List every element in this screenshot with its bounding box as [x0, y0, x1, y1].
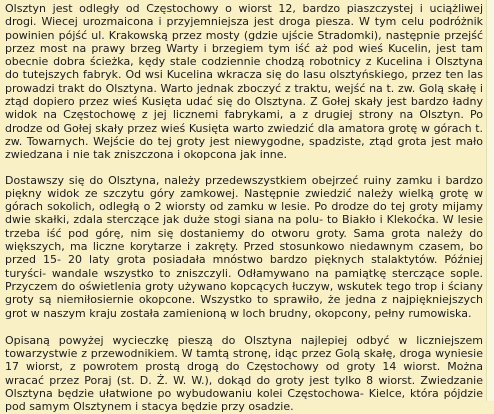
paragraph-trip-advice: Opisaną powyżej wycieczkę pieszą do Olsztyna najlepiej odbyć w liczniejszem towarzystwie z przewodnikiem. W tamtą stronę, idąc przez Golą skałę, droga wyniesie 17 wiorst, z powrotem prostą drogą do Częstochowy od groty 14 wiorst. Można wracać przez Poraj (st. D. Ż. W. W.), dokąd do groty jest tylko 8 wiorst. Zwiedzanie Olsztyna będzie ułatwione po wybudowaniu kolei Częstochowa- Kielce, która pójdzie pod samym Olsztynem i stacya będzie przy osadzie.	[5, 333, 483, 414]
paragraph-castle-and-cave: Dostawszy się do Olsztyna, należy przedewszystkiem obejrzeć ruiny zamku i bardzo piękny widok ze szczytu góry zamkowej. Następnie zwiedzić należy wielką grotę w górach sokolich, odległą o 2 wiorsty od zamku w lesie. Po drodze do tej groty mijamy dwie skałki, zdala sterczące jak duże stogi siana na polu- to Biakło i Klekoćka. W lesie trzeba iść pod górę, nim się dostaniemy do otworu groty. Sama grota należy do większych, ma liczne korytarze i zakręty. Przed stosunkowo niedawnym czasem, bo przed 15- 20 laty grota posiadała mnóstwo bardzo pięknych stalaktytów. Później turyści- wandale wszystko to zniszczyli. Odłamywano na pamiątkę sterczące sople. Przyczem do oświetlenia groty używano kopcących łuczyw, wskutek tego trop i ściany groty są niemiłosiernie okopcone. Wszystko to sprawiło, że jedna z najpiękniejszych grot w naszym kraju została zamienioną w loch brudny, okopcony, pełny rumowiska.	[5, 173, 483, 320]
scrollbar-track[interactable]	[486, 0, 494, 401]
article-text	[5, 2, 483, 414]
paragraph-route-to-olsztyn: Olsztyn jest odległy od Częstochowy o wiorst 12, bardzo piaszczystej i uciążliwej drogi. Wiecej urozmaicona i przyjemniejsza jest droga piesza. W tym celu podróżnik powinien pójść ul. Krakowską przez mosty (gdzie ujście Stradomki), następnie przejść przez most na prawy brzeg Warty i brzegiem tym iść aż pod wieś Kucelin, jest tam obecnie dobra ścieżka, kędy stale codziennie chodzą robotnicy z Kucelina i Olsztyna do tutejszych fabryk. Od wsi Kucelina wkracza się do lasu olsztyńskiego, przez ten las prowadzi trakt do Olsztyna. Warto jednak zboczyć z traktu, wejść na t. zw. Golą skałę i ztąd dopiero przez wieś Kusięta udać się do Olsztyna. Z Gołej skały jest bardzo ładny widok na Częstochowę z jej licznemi fabrykami, a z drugiej strony na Olsztyn. Po drodze od Gołej skały przez wieś Kusięta warto zwiedzić dla amatora grotę w górach t. zw. Towarnych. Wejście do tej groty jest niewygodne, spadziste, ztąd grota jest mało zwiedzana i nie tak zniszczona i okopcona jak inne.	[5, 2, 483, 162]
